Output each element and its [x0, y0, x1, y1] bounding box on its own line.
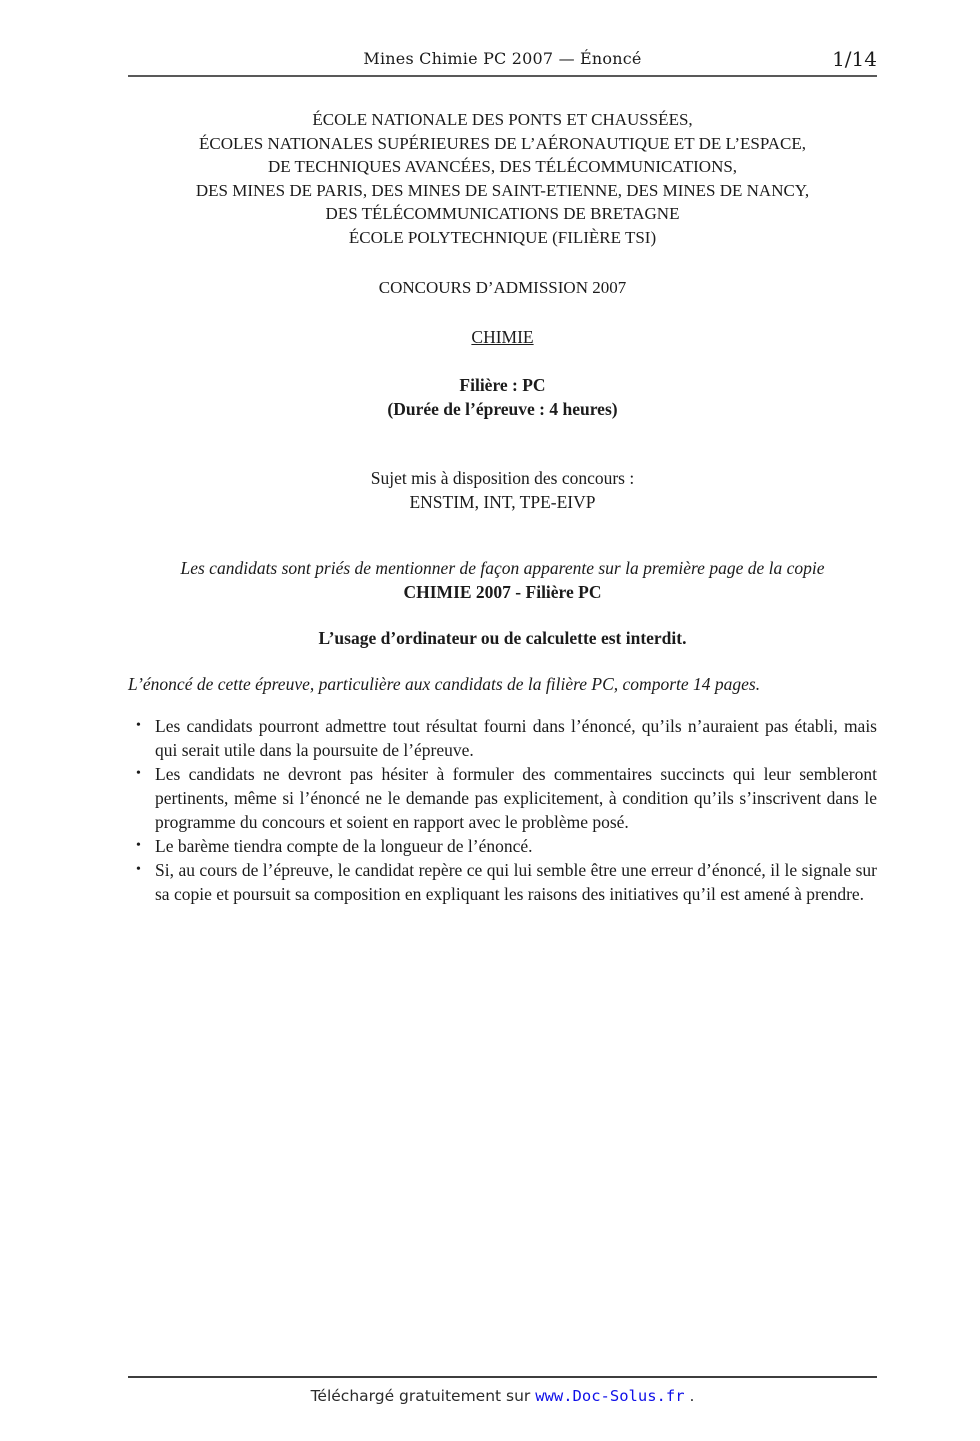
bullet-icon: •	[136, 862, 141, 877]
subject-title-block	[128, 325, 877, 349]
instruction-text: Le barème tiendra compte de la longueur de l’énoncé.	[155, 836, 533, 856]
institutions-line: DES TÉLÉCOMMUNICATIONS DE BRETAGNE	[325, 204, 680, 223]
availability-line-2: ENSTIM, INT, TPE-EIVP	[409, 492, 596, 512]
instruction-item	[128, 762, 877, 834]
instruction-text: Les candidats pourront admettre tout résultat fourni dans l’énoncé, qu’ils n’auraient pas établi, mais qui serait utile dans la poursuite de l’épreuve.	[155, 716, 877, 760]
institutions-line: ÉCOLE POLYTECHNIQUE (FILIÈRE TSI)	[348, 227, 657, 247]
footer-text-suffix: .	[684, 1387, 695, 1405]
no-calculator-notice: L’usage d’ordinateur ou de calculette est interdit.	[318, 628, 687, 648]
institutions-block	[128, 108, 877, 249]
availability-block	[128, 466, 877, 514]
pages-note: L’énoncé de cette épreuve, particulière aux candidats de la filière PC, comporte 14 pages.	[128, 674, 761, 694]
instruction-item	[128, 834, 877, 858]
institutions-line: ÉCOLE NATIONALE DES PONTS ET CHAUSSÉES,	[312, 110, 693, 129]
page-footer	[128, 1376, 877, 1405]
doc-solus-link[interactable]: www.Doc-Solus.fr	[535, 1387, 685, 1405]
header-title: Mines Chimie PC 2007 — Énoncé	[363, 49, 642, 68]
notice-bold-line: CHIMIE 2007 - Filière PC	[403, 582, 602, 602]
availability-line-1: Sujet mis à disposition des concours :	[370, 468, 635, 488]
notice-italic-line: Les candidats sont priés de mentionner de façon apparente sur la première page de la copie	[180, 558, 825, 578]
bullet-icon: •	[136, 718, 141, 733]
subject-title: CHIMIE	[471, 327, 534, 347]
bullet-icon: •	[136, 766, 141, 781]
instruction-text: Les candidats ne devront pas hésiter à formuler des commentaires succincts qui leur sembleront pertinents, même si l’énoncé ne le demande pas explicitement, à condition qu’ils s’inscrivent dans le programme du concours et soient en rapport avec le problème posé.	[155, 764, 877, 832]
concours-title: CONCOURS D’ADMISSION 2007	[378, 278, 627, 297]
filiere-line: Filière : PC	[459, 375, 546, 395]
bullet-icon: •	[136, 838, 141, 853]
institutions-line: ÉCOLES NATIONALES SUPÉRIEURES DE L’AÉRONAUTIQUE ET DE L’ESPACE,	[199, 133, 806, 153]
page-number: 1/14	[832, 47, 877, 71]
document-body	[128, 77, 877, 906]
institutions-line: DES MINES DE PARIS, DES MINES DE SAINT-ETIENNE, DES MINES DE NANCY,	[195, 180, 810, 200]
candidates-notice	[128, 556, 877, 604]
instruction-item	[128, 714, 877, 762]
instruction-item	[128, 858, 877, 906]
instruction-text: Si, au cours de l’épreuve, le candidat repère ce qui lui semble être une erreur d’énoncé, il le signale sur sa copie et poursuit sa composition en expliquant les raisons des initiatives qu’il est amené à prendre.	[155, 860, 877, 904]
duration-line: (Durée de l’épreuve : 4 heures)	[387, 399, 618, 419]
instructions-list	[128, 714, 877, 906]
page-header	[128, 0, 877, 77]
footer-text-prefix: Téléchargé gratuitement sur	[310, 1387, 536, 1405]
institutions-line: DE TECHNIQUES AVANCÉES, DES TÉLÉCOMMUNICATIONS,	[267, 157, 738, 176]
filiere-block	[128, 373, 877, 421]
